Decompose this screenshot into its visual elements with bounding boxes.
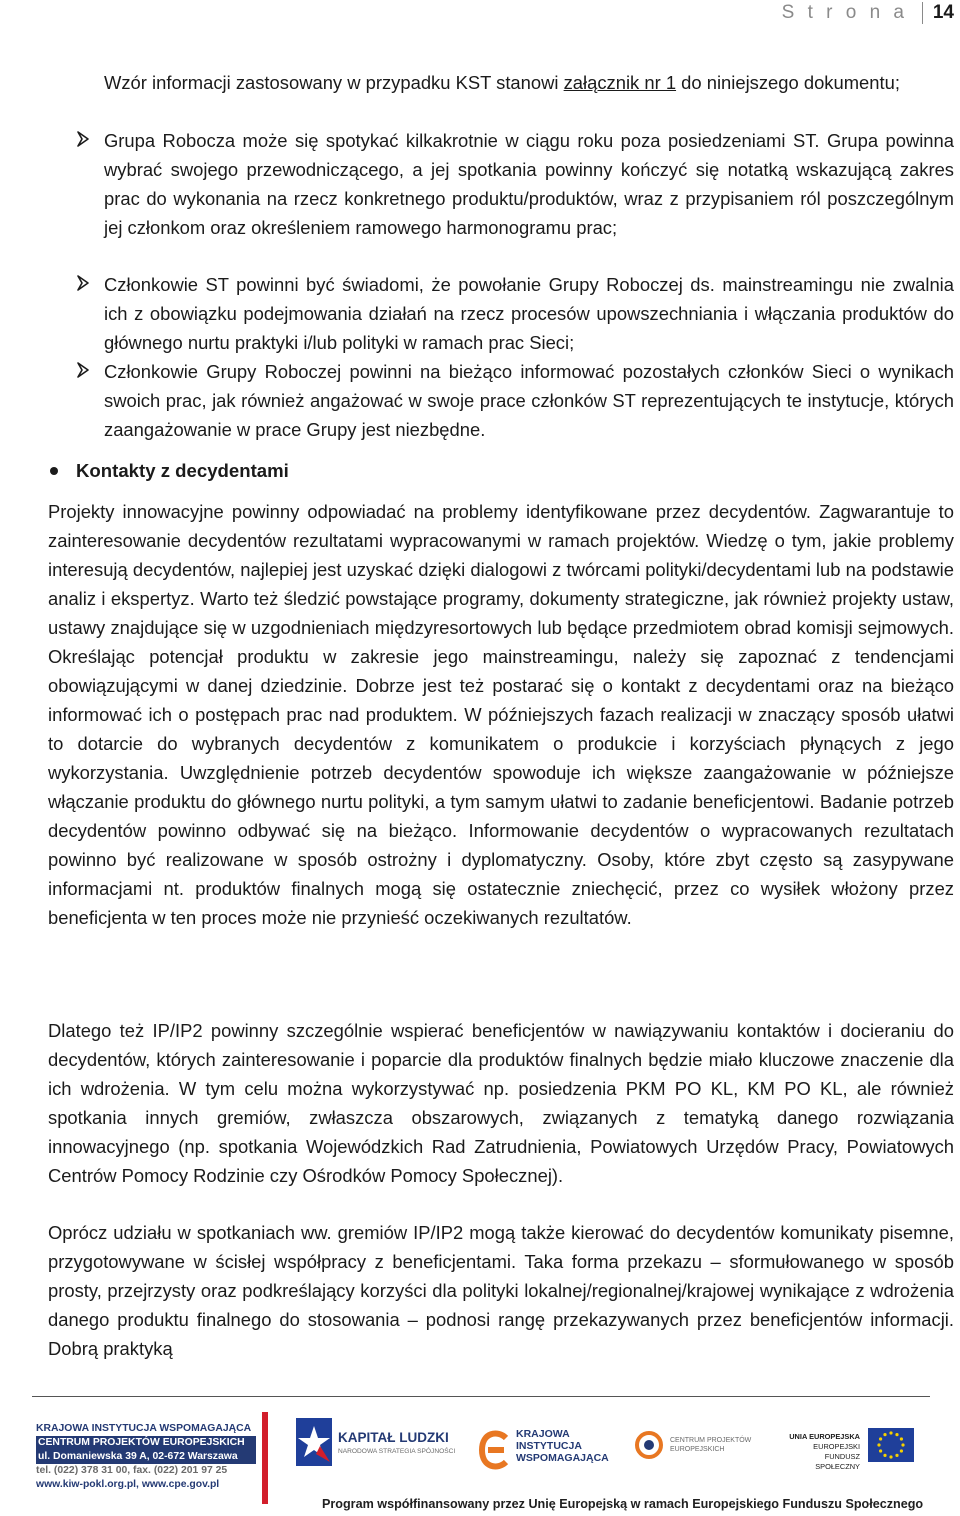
kapital-ludzki-star-icon <box>296 1418 332 1466</box>
eu-logo-line: UNIA EUROPEJSKA <box>789 1432 860 1441</box>
program-cofinancing-text: Program współfinansowany przez Unię Europejską w ramach Europejskiego Funduszu Społecznego <box>322 1497 924 1511</box>
intro-text-after: do niniejszego dokumentu; <box>676 72 900 93</box>
page-number: 14 <box>922 2 954 24</box>
body-paragraph: Dlatego też IP/IP2 powinny szczególnie wspierać beneficjentów w nawiązywaniu kontaktów i docieraniu do decydentów, których zainteresowanie i poparcie dla produktów finalnych będzie miało kluczowe znaczenie dla ich wdrożenia. W tym celu można wykorzystywać np. posiedzenia PKM PO KL, KM PO KL, ale również spotkania innych gremiów, zwłaszcza obszarowych, związanych z tematyką danego rozwiązania innowacyjnego (np. spotkania Wojewódzkich Rad Zatrudnienia, Powiatowych Urzędów Pracy, Powiatowych Centrów Pomocy Rodzinie czy Ośrodków Pomocy Społecznej). <box>48 1020 954 1186</box>
body-paragraph: Projekty innowacyjne powinny odpowiadać na problemy identyfikowane przez decydentów. Zagwarantuje to zainteresowanie decydentów rezultatami wypracowanymi w ramach projektów. Wiedzę o tym, jakie problemy interesują decydentów, najlepiej jest uzyskać dzięki dialogowi z twórcami polityki/decydentami lub na podstawie analiz i ekspertyz. Warto też śledzić powstające programy, dokumenty strategiczne, jak również projekty ustaw, ustawy znajdujące się w uzgodnieniach międzyresortowych lub będące przedmiotem obrad komisji sejmowych. Określając potencjał produktu w zakresie jego mainstreamingu, należy się zapoznać z tendencjami obowiązującymi w danej dziedzinie. Dobrze jest też postarać się o kontakt z decydentami oraz na bieżąco informować ich o postępach prac nad produktem. W późniejszych fazach realizacji w znaczący sposób ułatwi to dotarcie do wybranych decydentów z komunikatem o produkcie i korzyściach płynących z jego wykorzystania. Uwzględnienie potrzeb decydentów spowoduje ich większe zaangażowanie w późniejsze włączanie produktu do głównego nurtu polityki, a tym samym ułatwi to zadanie beneficjentowi. Badanie potrzeb decydentów powinno odbywać się na bieżąco. Informowanie decydentów o wypracowanych rezultatach powinno być realizowane w sposób ostrożny i dyplomatyczny. Osoby, które zbyt często są zasypywane informacjami nt. produktów finalnych mogą się ostatecznie zniechęcić, przez co wysiłek włożony przez beneficjenta w ten proces może nie przynieść oczekiwanych rezultatów. <box>48 501 954 928</box>
footer-divider <box>32 1396 930 1397</box>
kapital-ludzki-subtitle: NARODOWA STRATEGIA SPÓJNOŚCI <box>338 1448 456 1455</box>
eu-logo-text <box>782 1432 860 1472</box>
kpw-line: www.kiw-pokl.org.pl, www.cpe.gov.pl <box>36 1479 220 1490</box>
attachment-link[interactable]: załącznik nr 1 <box>563 72 677 93</box>
intro-text-before: Wzór informacji zastosowany w przypadku KST stanowi <box>104 72 564 93</box>
cpe-logo-line: CENTRUM PROJEKTÓW <box>670 1437 752 1444</box>
cpe-logo-line: EUROPEJSKICH <box>670 1446 725 1453</box>
section-heading <box>48 456 748 486</box>
list-item-text: Grupa Robocza może się spotykać kilkakrotnie w ciągu roku poza posiedzeniami ST. Grupa powinna wybrać swojego przewodniczącego, a jej spotkania powinny kończyć się notatką wskazującą zakres prac do wykonania na rzecz konkretnego produktu/produktów, wraz z przypisaniem ról poszczególnym jej członkom oraz określeniem ramowego harmonogramu prac; <box>104 130 954 238</box>
eu-logo-line: FUNDUSZ SPOŁECZNY <box>815 1452 860 1471</box>
cpe-circle-icon <box>634 1430 664 1460</box>
kiw-logo <box>478 1424 614 1478</box>
bullet-dot-icon <box>50 467 58 475</box>
kpw-contact-block <box>36 1422 256 1492</box>
eu-logo-line: EUROPEJSKI <box>813 1442 860 1451</box>
body-paragraph: Oprócz udziału w spotkaniach ww. gremiów IP/IP2 mogą także kierować do decydentów komunikaty pisemne, przygotowywane w ścisłej współpracy z beneficjentami. Taka forma przekazu – sformułowanego w sposób prosty, przejrzysty oraz podkreślający korzyści dla polityki lokalnej/regionalnej/krajowej wynikające z wdrożenia danego produktu finalnego do stosowania – podnosi rangę przekazywanych przez beneficjentów informacji. Dobrą praktyką <box>48 1222 954 1359</box>
kiw-logo-line: INSTYTUCJA <box>516 1440 582 1452</box>
kpw-line: tel. (022) 378 31 00, fax. (022) 201 97 25 <box>36 1465 228 1476</box>
eu-flag-icon <box>868 1428 914 1462</box>
kpw-line: ul. Domaniewska 39 A, 02-672 Warszawa <box>36 1450 256 1464</box>
list-item <box>76 270 954 357</box>
kiw-logo-line: KRAJOWA <box>516 1428 570 1440</box>
list-item-text: Członkowie Grupy Roboczej powinni na bieżąco informować pozostałych członków Sieci o wynikach swoich prac, jak również angażować w swoje prace członków ST reprezentujących te instytucje, których zaangażowanie w prace Grupy jest niezbędne. <box>104 361 954 440</box>
intro-paragraph <box>104 68 954 97</box>
kapital-ludzki-title: KAPITAŁ LUDZKI <box>338 1430 449 1445</box>
eu-logo <box>782 1428 932 1470</box>
kapital-ludzki-logo <box>296 1418 466 1468</box>
list-item <box>76 357 954 444</box>
kpw-line: CENTRUM PROJEKTÓW EUROPEJSKICH <box>36 1436 256 1450</box>
kiw-e-icon <box>478 1430 510 1470</box>
page-label: S t r o n a <box>781 2 908 23</box>
kiw-logo-line: WSPOMAGAJĄCA <box>516 1452 609 1464</box>
kpw-line: KRAJOWA INSTYTUCJA WSPOMAGAJĄCA <box>36 1423 252 1434</box>
kiw-logo-text <box>516 1428 609 1464</box>
arrow-bullet-icon <box>76 360 94 380</box>
arrow-bullet-icon <box>76 129 94 149</box>
page-header <box>0 0 960 28</box>
section-heading-text: Kontakty z decydentami <box>76 460 289 481</box>
footer-separator-icon <box>262 1412 268 1504</box>
list-item-text: Członkowie ST powinni być świadomi, że powołanie Grupy Roboczej ds. mainstreamingu nie zwalnia ich z obowiązku podejmowania działań na rzecz procesów upowszechniania i włączania produktów do głównego nurtu praktyki i/lub polityki w ramach prac Sieci; <box>104 274 954 353</box>
cpe-logo-text <box>670 1436 751 1454</box>
arrow-bullet-icon <box>76 273 94 293</box>
cpe-logo <box>634 1428 754 1468</box>
list-item <box>76 126 954 242</box>
